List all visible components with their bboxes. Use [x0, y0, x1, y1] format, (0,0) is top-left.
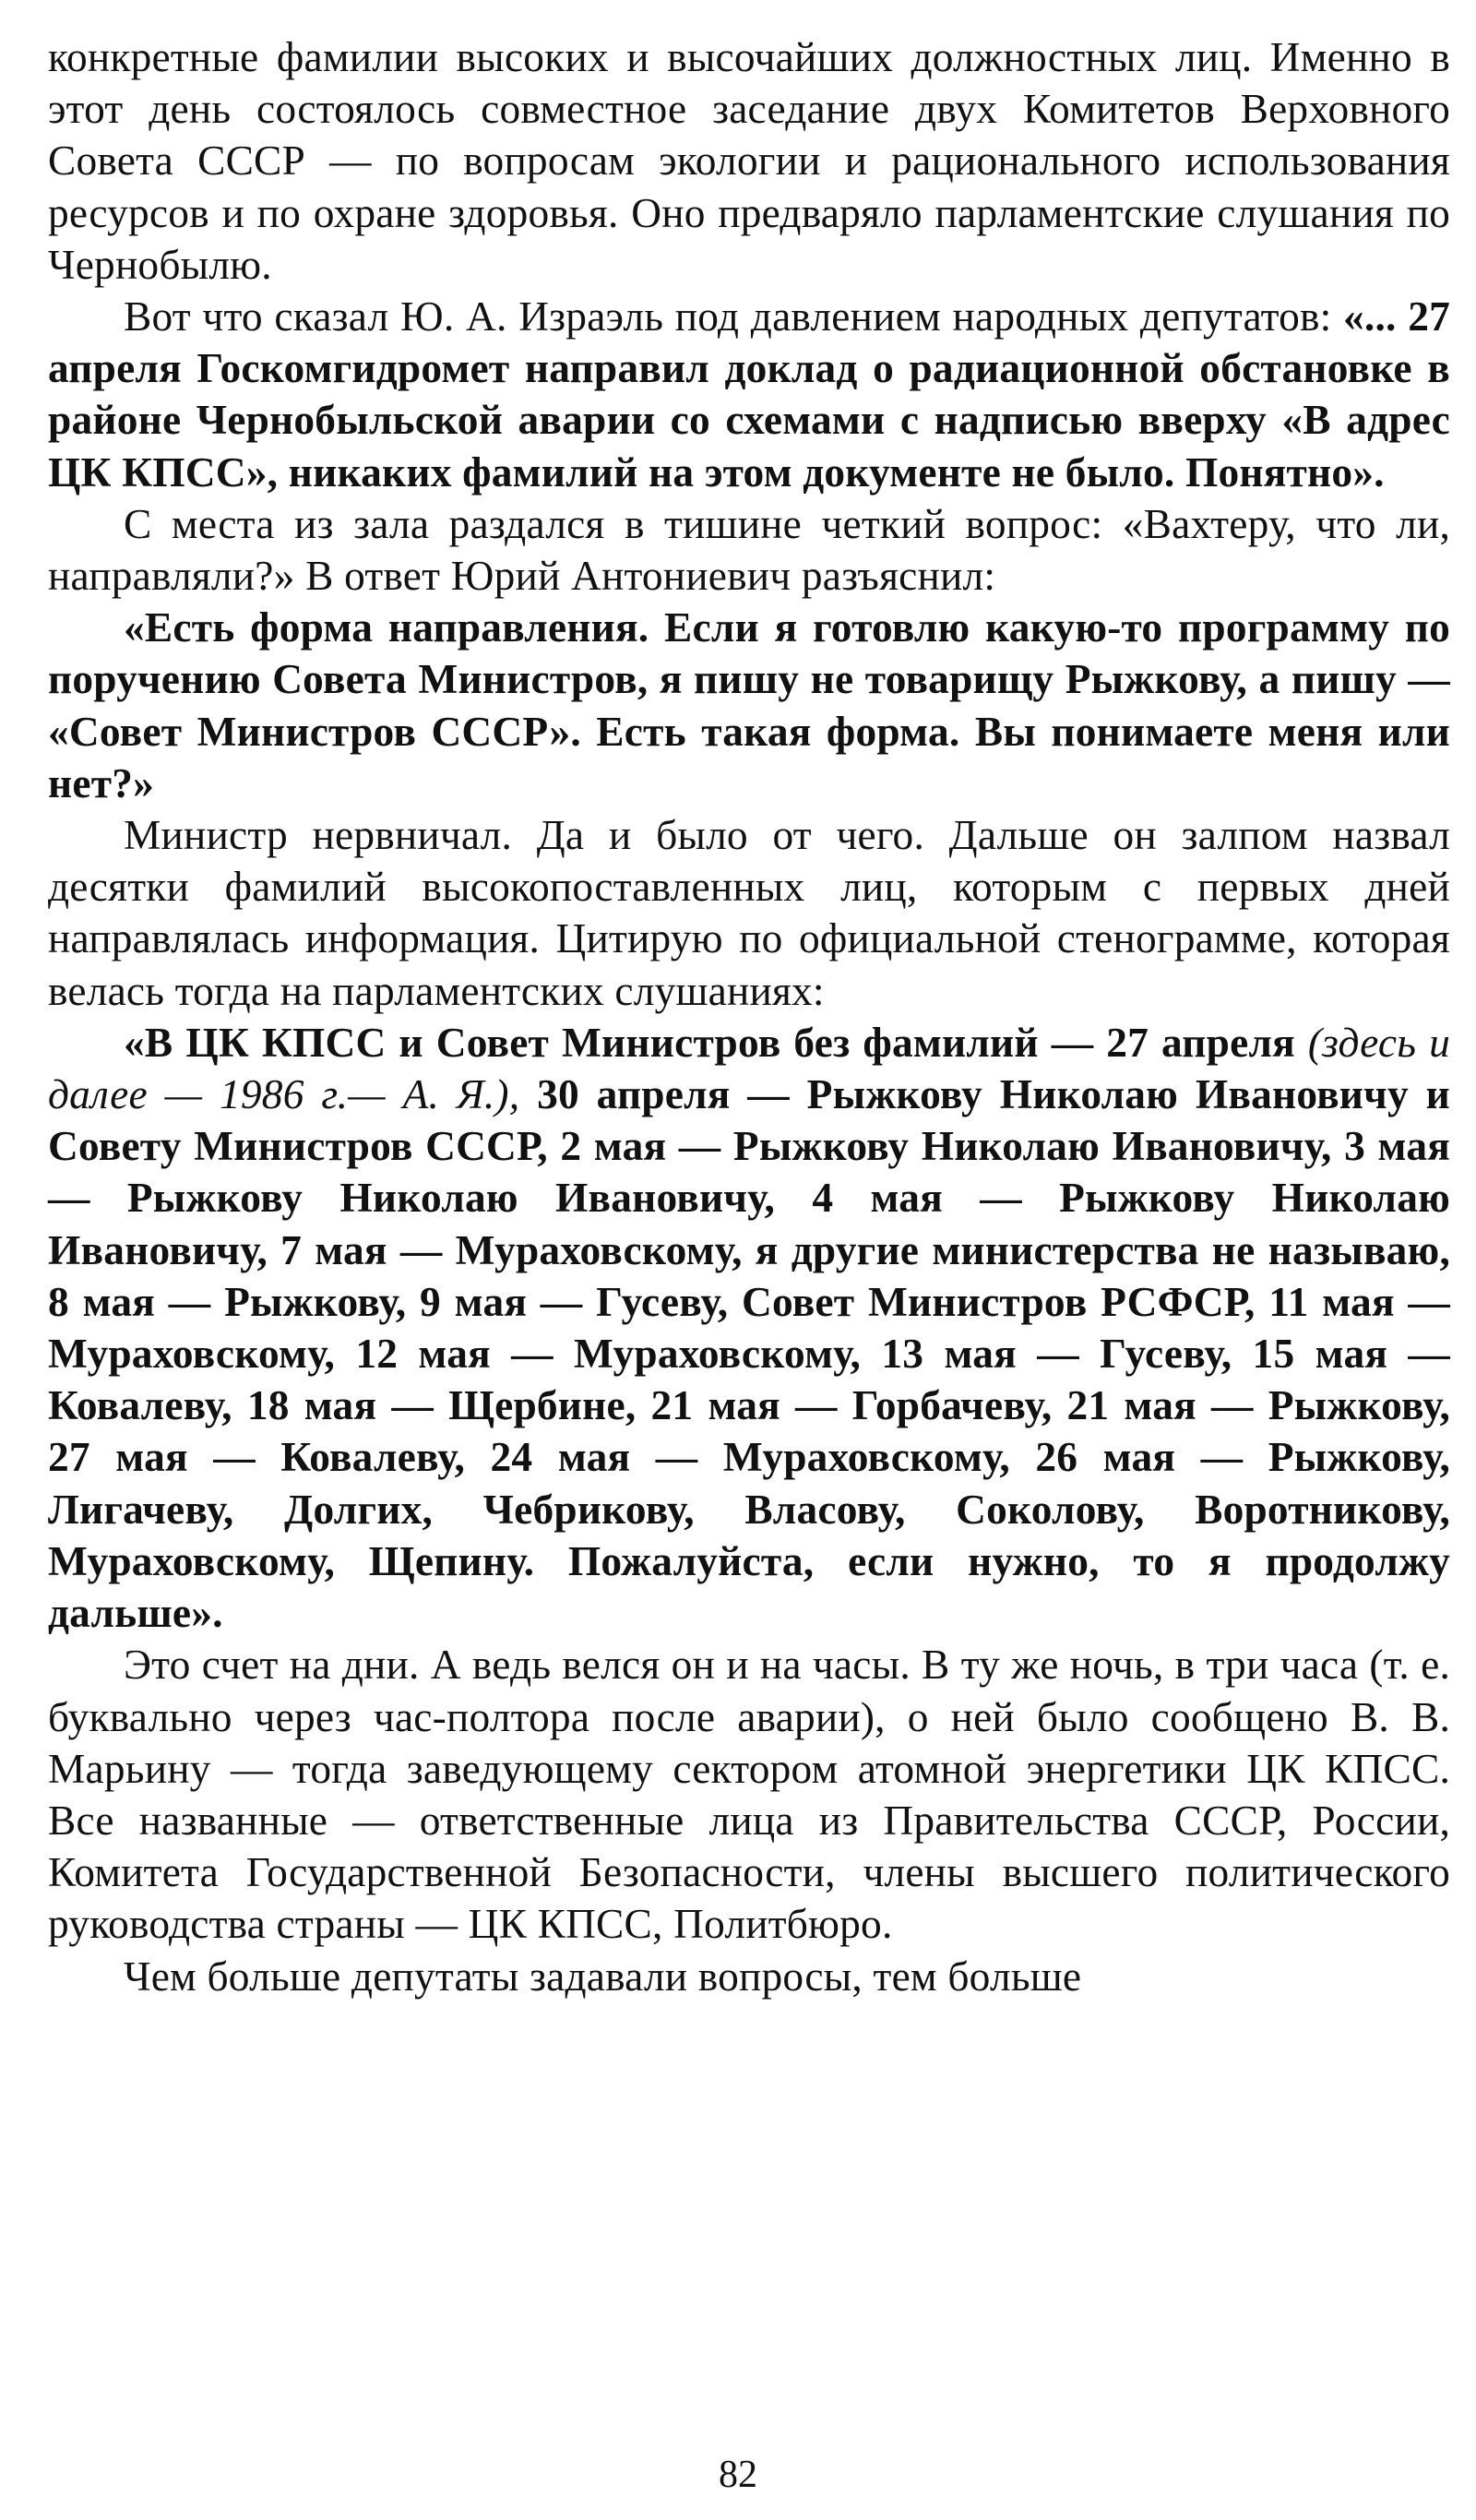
bold-text-run: «... 27 апреля Госкомгидромет направил доклад о радиационной обстановке в районе Чернобыльской аварии со схемами с надписью вверху «В адрес ЦК КПСС», никаких фамилий на этом документе не было. Понятно».: [48, 293, 1450, 496]
text-run: Это счет на дни. А ведь велся он и на часы. В ту же ночь, в три часа (т. е. буквально через час-полтора после аварии), о ней было сообщено В. В. Марьину — тогда заведующему сектором атомной энергетики ЦК КПСС. Все названные — ответственные лица из Правительства СССР, России, Комитета Государственной Безопасности, члены высшего политического руководства страны — ЦК КПСС, Политбюро.: [48, 1642, 1450, 1948]
paragraph: [48, 498, 1450, 602]
paragraph: [48, 31, 1450, 291]
bold-text-run: «Есть форма направления. Если я готовлю какую-то программу по поручению Совета Министров, я пишу не товарищу Рыжкову, а пишу — «Совет Министров СССР». Есть такая форма. Вы понимаете меня или нет?»: [48, 604, 1450, 806]
text-run: Министр нервничал. Да и было от чего. Дальше он залпом назвал десятки фамилий высокопоставленных лиц, которым с первых дней направлялась информация. Цитирую по официальной стенограмме, которая велась тогда на парламентских слушаниях:: [48, 812, 1450, 1014]
paragraph: [48, 291, 1450, 498]
body-text: [48, 31, 1450, 2002]
page-number: 82: [719, 2454, 757, 2496]
paragraph: [48, 1639, 1450, 1950]
text-run: С места из зала раздался в тишине четкий вопрос: «Вахтеру, что ли, направляли?» В ответ Юрий Антониевич разъяснил:: [48, 500, 1450, 600]
text-run: Чем больше депутаты задавали вопросы, тем больше: [124, 1953, 1082, 2000]
italic-text-run: (здесь и далее — 1986 г.— А. Я.),: [48, 1019, 1450, 1118]
bold-text-run: 30 апреля — Рыжкову Николаю Ивановичу и Совету Министров СССР, 2 мая — Рыжкову Николаю Ивановичу, 3 мая — Рыжкову Николаю Ивановичу, 4 мая — Рыжкову Николаю Ивановичу, 7 мая — Мураховскому, я другие министерства не называю, 8 мая — Рыжкову, 9 мая — Гусеву, Совет Министров РСФСР, 11 мая — Мураховскому, 12 мая — Мураховскому, 13 мая — Гусеву, 15 мая — Ковалеву, 18 мая — Щербине, 21 мая — Горбачеву, 21 мая — Рыжкову, 27 мая — Ковалеву, 24 мая — Мураховскому, 26 мая — Рыжкову, Лигачеву, Долгих, Чебрикову, Власову, Соколову, Воротникову, Мураховскому, Щепину. Пожалуйста, если нужно, то я продолжу дальше».: [48, 1071, 1450, 1637]
text-run: Вот что сказал Ю. А. Израэль под давлением народных депутатов:: [124, 293, 1344, 340]
bold-text-run: «В ЦК КПСС и Совет Министров без фамилий — 27 апреля: [124, 1019, 1308, 1066]
paragraph: [48, 602, 1450, 809]
page-body: [48, 31, 1450, 2430]
paragraph: [48, 809, 1450, 1017]
text-run: конкретные фамилии высоких и высочайших должностных лиц. Именно в этот день состоялось совместное заседание двух Комитетов Верховного Совета СССР — по вопросам экологии и рационального использования ресурсов и по охране здоровья. Оно предваряло парламентские слушания по Чернобылю.: [48, 34, 1450, 288]
paragraph: [48, 1951, 1450, 2002]
paragraph: [48, 1017, 1450, 1639]
